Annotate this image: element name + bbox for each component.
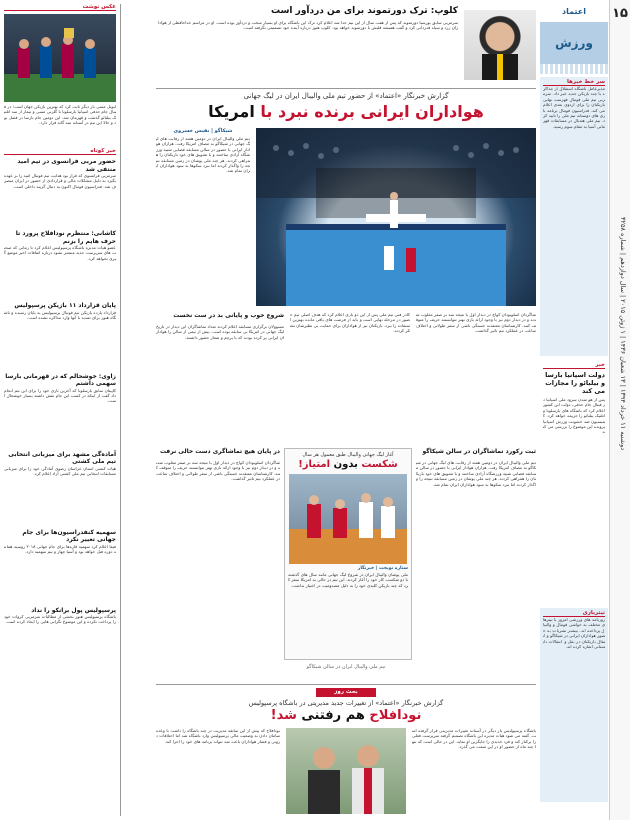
left-column — [4, 4, 116, 816]
news-text: کاپیتان سابق بارسلونا که آخرین بازی خود را برای این تیم انجام داد گفت از اینکه در کسب این جام نقش داشته بسیار خوشحال است. — [4, 387, 116, 404]
headlines-text: مدیرعامل باشگاه استقلال از مذاکره با چند بازیکن جدید خبر داد. سرمربی تیم ملی فوتبال فهرست نهایی بازیکنان را برای اردوی بعدی اعلام می کند. فدراسیون فوتبال برنامه بازی های دوستانه تیم ملی را تایید کرد. تیم ملی هندبال در مسابقات قهرمانی آسیا به مقام سوم رسید. — [543, 86, 605, 129]
divider — [120, 4, 121, 816]
logo-text: اعتماد — [562, 6, 586, 16]
news-item — [4, 607, 116, 665]
news-item — [4, 230, 116, 299]
top-story-kicker: کلوپ: ترک دورتموند برای من دردآور است — [271, 6, 458, 16]
main-headline-part-a: هواداران ایرانی برنده نبرد با — [254, 102, 484, 121]
main-text-col1: تیم ملی والیبال ایران در دومین هفته از رقابت های لیگ جهانی در شیکاگو به مصاف امریکا رفت. هزاران هوادار ایرانی با حضور در سالن مسابقه فضایی شبیه ورزشگاه آزادی ساختند و با تشویق های خود بازیکنان را همراهی کردند. هر چند ملی پوشان در زمین مسابقه نتیجه را واگذار کردند اما نبرد سکوها به سود هواداران ایران تمام شد. — [156, 136, 250, 174]
inner-photo — [289, 474, 407, 564]
top-story-text: سرمربی سابق بورسیا دورتموند که پس از هفت سال از این تیم جدا شد اعلام کرد ترک این باشگاه برای او بسیار سخت و دردآور بوده است. او در مراسم خداحافظی از هواداران زرد و سیاه قدردانی کرد و گفت همیشه قلبش با دورتموند خواهد بود. کلوپ هنوز درباره آینده خود تصمیمی نگرفته است. — [158, 20, 458, 31]
bottom-headline-a: نودافلاح — [364, 708, 422, 723]
news-headline: آماده‌گی مشهد برای میزبانی انتخابی تیم ملی کشتی — [8, 450, 116, 465]
titles-box-title: تیتربازی — [543, 610, 605, 617]
main-sub3: در پایان هیچ تماشاگری دست خالی نرفت — [159, 448, 280, 455]
news-text: فیفا اعلام کرد سهمیه قاره‌ها برای جام جهانی ۲۰۱۸ روسیه همانند دوره قبل خواهد بود و آسیا چهار و نیم سهمیه دارد. — [4, 543, 116, 554]
news-item — [4, 451, 116, 526]
masthead-strip — [609, 0, 630, 820]
news-box-title: خبر — [543, 362, 605, 369]
news-box-headline: دولت اسپانیا بارسا و بیلبائو را مجازات می کند — [545, 371, 605, 395]
news-headline: سهمیه کنفدراسیون‌ها برای جام جهانی تغییر نکرد — [22, 528, 116, 543]
main-text-col5: تیم ملی والیبال ایران در دومین هفته از رقابت های لیگ جهانی در شیکاگو به مصاف امریکا رفت. هزاران هوادار ایرانی با حضور در سالن مسابقه فضایی شبیه ورزشگاه آزادی ساختند و با تشویق های خود بازیکنان را همراهی کردند. هر چند ملی پوشان در زمین مسابقه نتیجه را واگذار کردند اما نبرد سکوها به سود هواداران ایران تمام شد. — [416, 460, 536, 487]
bottom-text-col1: باشگاه پرسپولیس بار دیگر در آستانه تغییرات مدیریتی قرار گرفته است. گفته می شود هیات مدیره این باشگاه تصمیم گرفته سرپرست فعلی را برکنار کند و فرد جدیدی را جایگزین او نماید. این در حالی است که تنها چند ماه از حضور او در این سمت می گذرد. — [412, 728, 536, 750]
team-celebration-icon — [4, 14, 116, 102]
photo-note-title: عکس نوشت — [4, 4, 116, 11]
person-icon — [464, 10, 536, 80]
bottom-text-col2: نودافلاح که پیش از این سابقه مدیریت در چند باشگاه را داشت با وعده سامان دادن به وضعیت مالی پرسپولیس وارد باشگاه شد اما اختلافات درونی و فشار هواداران باعث شد نتواند برنامه های خود را اجرا کند. — [156, 728, 280, 744]
news-box-text: پس از هو شدن سرود ملی اسپانیا در فینال جام حذفی، دولت این کشور اعلام کرد که باشگاه های بارسلونا و اتلتیک بیلبائو را جریمه خواهد کرد. کمیسیون ضد خشونت ورزش اسپانیا پرونده این موضوع را بررسی می کند. — [543, 397, 605, 435]
person-icon — [286, 728, 406, 814]
bottom-photo — [286, 728, 406, 814]
headlines-title: سر خط خبرها — [543, 79, 605, 86]
news-item — [4, 373, 116, 448]
news-item — [4, 529, 116, 604]
klopp-photo — [464, 10, 536, 80]
news-item — [4, 158, 116, 227]
main-text-col4: مسوولان برگزاری مسابقه اعلام کردند تعداد تماشاگران این دیدار در تاریخ لیگ جهانی در امریکا بی سابقه بوده است. بیش از نیمی از سالن را هواداران ایرانی پر کرده بودند که با پرچم و شعار حضور داشتند. — [156, 324, 284, 340]
players-icon — [289, 474, 407, 564]
main-story — [156, 92, 536, 682]
news-headline: حضور مربی فرانسوی در تیم امید منتفی شد — [17, 158, 116, 173]
bottom-headline-c: شد! — [270, 708, 297, 723]
page-number: ۱۵ — [612, 6, 628, 21]
main-kicker: گزارش خبرنگار «اعتماد» از حضور تیم ملی والیبال ایران در لیگ جهانی — [243, 92, 449, 100]
date-line: دوشنبه ۱۱ خرداد ۱۳۹۴ | ۱۳ شعبان ۱۴۳۶ | ۱ ژوئن ۲۰۱۵ | سال دوازدهم | شماره ۳۲۵۸ — [619, 216, 627, 450]
main-sub1: شروع خوب و پایانی بد در ست نخست — [173, 312, 284, 319]
main-text-col6: شاگردان اسلوبودان کواچ در دیدار اول با نتیجه سه بر صفر مغلوب شدند و در دیدار دوم نیز با وجود ارائه بازی بهتر نتوانستند حریف را متوقف کنند. کارشناسان معتقدند خستگی ناشی از سفر طولانی و اختلاف ساعت در عملکرد تیم تاثیر گذاشت. — [156, 460, 280, 482]
main-text-col2: شاگردان اسلوبودان کواچ در دیدار اول با نتیجه سه بر صفر مغلوب شدند و در دیدار دوم نیز با وجود ارائه بازی بهتر نتوانستند حریف را متوقف کنند. کارشناسان معتقدند خستگی ناشی از سفر طولانی و اختلاف ساعت در عملکرد تیم تاثیر گذاشت. — [416, 312, 536, 334]
section-band — [540, 22, 608, 64]
inner-kicker: آغاز لیگ جهانی والیبال طبق معمول هر سال — [302, 452, 394, 458]
pattern-band — [540, 64, 608, 74]
news-text: هیات کشتی استان خراسان رضوی آمادگی خود را برای میزبانی مسابقات انتخابی تیم ملی کشتی آزاد اعلام کرد. — [4, 465, 116, 476]
news-text: قرارداد یازده بازیکن تیم فوتبال پرسپولیس به پایان رسیده و باشگاه هنوز برای تمدید با آنها وارد مذاکره نشده است. — [4, 309, 116, 320]
inner-headline — [285, 458, 411, 471]
news-item — [4, 302, 116, 370]
photo-note-text: لیونل مسی بار دیگر ثابت کرد که بهترین بازیکن جهان است؛ در فینال جام حذفی اسپانیا بارسلونا با گلزنی مسی و نیمار از سد اتلتیک بیلبائو گذشت و قهرمان شد. این دومین جام بارسا در فصل بود و حالا این تیم در آستانه سه گانه قرار دارد. — [4, 104, 116, 126]
main-byline: شیکاگو | نفیس خسروی — [173, 128, 233, 134]
bottom-kicker: گزارش خبرنگار «اعتماد» از تغییرات جدید مدیریتی در باشگاه پرسپولیس — [248, 699, 444, 707]
photo-caption: تیم ملی والیبال ایران در سالن شیکاگو — [306, 664, 386, 670]
inner-headline-b: بدون — [330, 459, 358, 470]
inner-byline: ستاره نوبخت | خبرنگار — [357, 566, 408, 571]
logo — [540, 0, 608, 22]
titles-box — [540, 608, 608, 802]
news-headline: کاشانی: منتظرم نودافلاح پرورد تا حرف هایم را بزنم — [15, 230, 116, 245]
section-title: ورزش — [555, 36, 593, 50]
short-news-title: خبر کوتاه — [4, 148, 116, 155]
divider — [156, 88, 536, 89]
news-headline: پایان قرارداد ۱۱ بازیکن پرسپولیس — [14, 302, 116, 309]
inner-box — [284, 448, 412, 660]
headlines-box — [540, 77, 608, 356]
messi-photo — [4, 14, 116, 102]
divider — [156, 684, 536, 685]
main-headline — [156, 102, 536, 122]
main-text-col3: کادر فنی تیم ملی پس از این دو بازی اعلام کرد که هدف اصلی تیم حضور در مرحله نهایی است و باید از فرصت های باقی مانده بهترین استفاده را ببرد. بازیکنان نیز از هواداران برای حمایت بی نظیرشان تشکر کردند. — [290, 312, 410, 334]
inner-text: ملی پوشان والیبال ایران در شروع لیگ جهانی مانند سال های گذشته با دو شکست کار خود را آغاز کردند. این تیم در حالی به امریکا سفر کرد که چند بازیکن کلیدی خود را به دلیل مصدومیت در اختیار نداشت. — [288, 572, 408, 588]
bottom-story — [156, 688, 536, 818]
news-text: عضو هیات مدیره باشگاه پرسپولیس اعلام کرد تا زمانی که صحبت های سرپرست جدید منتشر نشود درباره اتفاقات اخیر موضع گیری نخواهد کرد. — [4, 245, 116, 261]
news-text: سرمربی فرانسوی که قرار بود هدایت تیم فوتبال امید را بر عهده بگیرد به دلیل مشکلات مالی و قراردادی از حضور در ایران منصرف شد. فدراسیون فوتبال اکنون به دنبال گزینه داخلی است. — [4, 173, 116, 189]
inner-headline-a: شکست — [357, 459, 398, 470]
news-headline: زاوی: خوشحالم که در قهرمانی بارسا سهمی داشتم — [5, 372, 116, 387]
news-text: باشگاه پرسپولیس هنوز بخشی از مطالبات سرمربی کروات خود را پرداخت نکرده و این موضوع نگرانی هایی را ایجاد کرده است. — [4, 614, 116, 625]
bottom-tag: بحث روز — [316, 688, 376, 697]
volleyball-photo — [256, 128, 536, 306]
main-headline-part-b: امریکا — [208, 102, 255, 121]
bottom-headline-b: هم رفتنی — [296, 708, 365, 723]
news-box — [540, 360, 608, 604]
bottom-headline — [156, 708, 536, 724]
news-headline: پرسپولیس پول برانکو را نداد — [31, 606, 116, 614]
right-sidebar — [540, 0, 608, 820]
inner-headline-c: امتیاز! — [298, 459, 331, 470]
court-icon — [256, 128, 536, 306]
top-story — [156, 4, 536, 86]
titles-box-text: روزنامه های ورزشی امروز با تیترهای مختلف به حواشی فوتبال و والیبال پرداخته اند. بیشتر نشریات به حضور هواداران ایرانی در شیکاگو و انتقال بازیکنان در نقل و انتقالات تابستانی اشاره کرده اند. — [543, 617, 605, 650]
main-sub2: ثبت رکورد تماشاگران در سالن شیکاگو — [422, 448, 536, 455]
